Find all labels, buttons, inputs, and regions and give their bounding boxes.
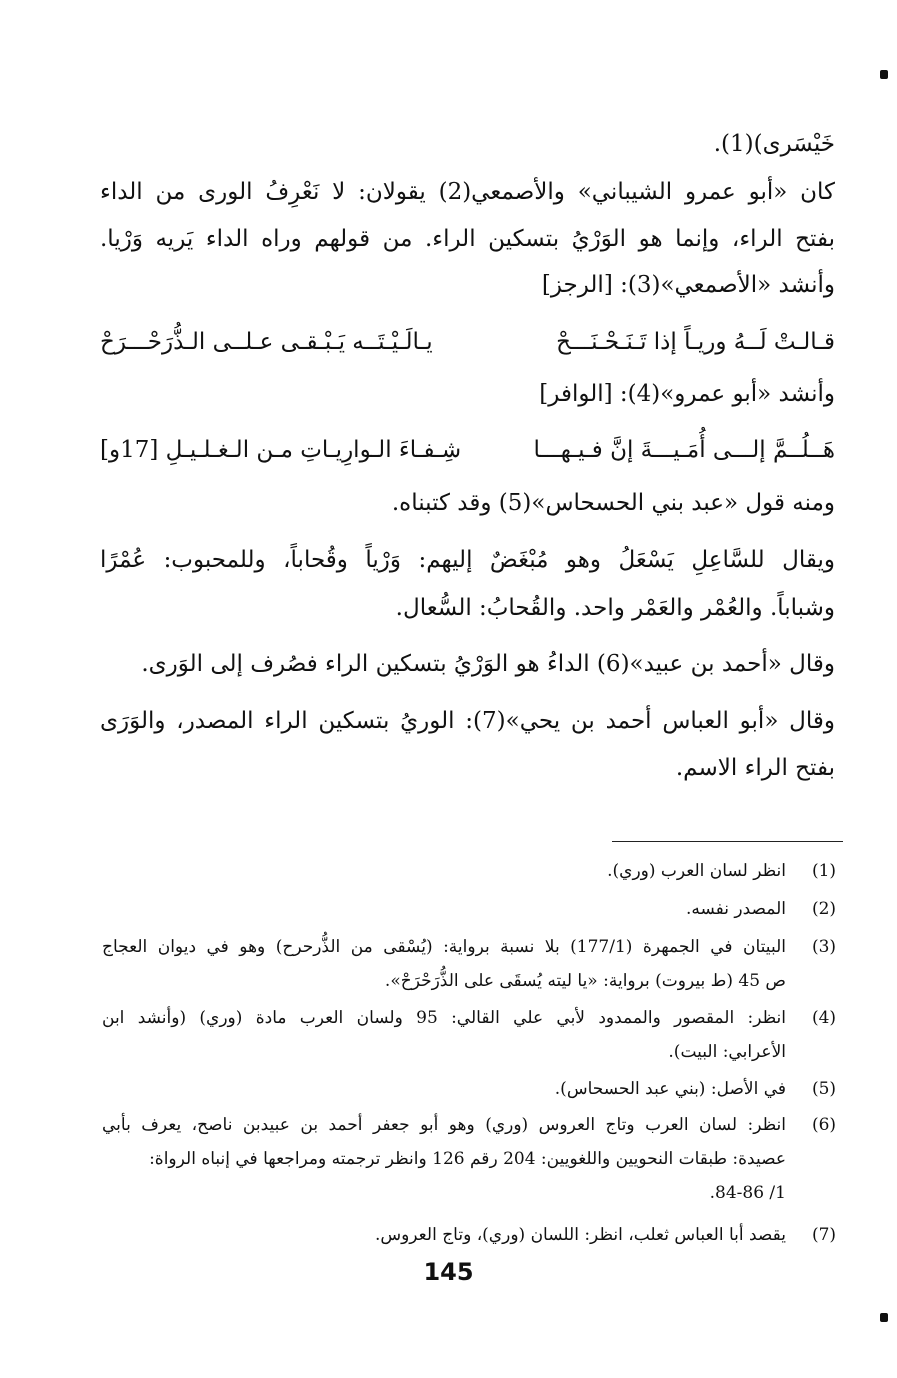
verse-first-hemistich: هَــلُــمَّ إلـــى أُمَـيـــةَ إنَّ فـيـهـــا bbox=[533, 437, 835, 463]
footnote-text: ص 45 (ط بيروت) برواية: «يا ليته يُسقَى على الذُّرَحْرَحْ». bbox=[384, 971, 786, 991]
paragraph-line: ويقال للسَّاعِلِ يَسْعَلُ وهو مُبْغَضٌ إليهم: وَرْياً وقُحاباً، وللمحبوب: عُمْرًا bbox=[100, 547, 835, 573]
footnote-number: (7) bbox=[811, 1225, 837, 1245]
footnote-text: في الأصل: (بني عبد الحسحاس). bbox=[554, 1079, 786, 1099]
footnote-text: عصيدة: طبقات النحويين واللغويين: 204 رقم 126 وانظر ترجمته ومراجعها في إنباه الرواة: bbox=[149, 1149, 786, 1169]
scan-edge-mark bbox=[880, 70, 888, 79]
paragraph-line: كان «أبو عمرو الشيباني» والأصمعي(2) يقولان: لا نَعْرِفُ الورى من الداء bbox=[100, 179, 835, 205]
verse-first-hemistich: قـالـتْ لَــهُ وريـاً إذا تَـنَـحْـنَـــحْ bbox=[556, 329, 835, 355]
paragraph-line: بفتح الراء الاسم. bbox=[675, 755, 835, 781]
footnote-text: يقصد أبا العباس ثعلب، انظر: اللسان (وري)، وتاج العروس. bbox=[374, 1225, 786, 1245]
footnote-text: المصدر نفسه. bbox=[685, 899, 786, 919]
footnote-separator bbox=[612, 841, 843, 842]
footnote-text: انظر لسان العرب (وري). bbox=[607, 861, 786, 881]
poem-verse bbox=[100, 432, 835, 468]
paragraph-line: وأنشد «الأصمعي»(3): [الرجز] bbox=[541, 272, 835, 298]
footnote-number: (4) bbox=[811, 1008, 837, 1028]
paragraph-line: ومنه قول «عبد بني الحسحاس»(5) وقد كتبناه. bbox=[391, 490, 835, 516]
footnote-number: (1) bbox=[811, 861, 837, 881]
paragraph-line: وشباباً. والعُمْر والعَمْر واحد. والقُحابُ: السُّعال. bbox=[395, 595, 835, 621]
verse-second-hemistich: شِـفـاءَ الـوارِيـاتِ مـن الـغـلـيـلِ [17و] bbox=[100, 437, 462, 463]
footnote-text: البيتان في الجمهرة (177/1) بلا نسبة برواية: (يُسْقى من الذُّرحرح) وهو في ديوان العجاج bbox=[102, 937, 786, 957]
poem-verse bbox=[100, 324, 835, 360]
footnote-number: (5) bbox=[811, 1079, 837, 1099]
page-number: 145 bbox=[423, 1258, 474, 1286]
paragraph-line: وأنشد «أبو عمرو»(4): [الوافر] bbox=[539, 381, 835, 407]
paragraph-line: بفتح الراء، وإنما هو الوَرْيُ بتسكين الراء. من قولهم وراه الداء يَريه وَرْيا. bbox=[100, 226, 835, 252]
scan-edge-mark bbox=[880, 1313, 888, 1322]
footnote-number: (3) bbox=[811, 937, 837, 957]
footnote-text: 1/ 84-86. bbox=[709, 1183, 786, 1203]
paragraph-line: وقال «أحمد بن عبيد»(6) الداءُ هو الوَرْيُ بتسكين الراء فصُرف إلى الوَرى. bbox=[141, 651, 835, 677]
footnote-text: الأعرابي: البيت). bbox=[668, 1042, 786, 1062]
footnote-number: (2) bbox=[811, 899, 837, 919]
footnote-text: انظر: لسان العرب وتاج العروس (وري) وهو أبو جعفر أحمد بن عبيدبن ناصح، يعرف بأبي bbox=[102, 1115, 786, 1135]
verse-second-hemistich: يـالَـيْـتَــه يَـبْـقـى عـلــى الـذُّرَحْـــرَحْ bbox=[100, 329, 433, 355]
continuation-line: خَيْسَرى)(1). bbox=[713, 131, 835, 157]
paragraph-line: وقال «أبو العباس أحمد بن يحي»(7): الوريُ بتسكين الراء المصدر، والوَرَى bbox=[100, 708, 835, 734]
footnote-text: انظر: المقصور والممدود لأبي علي القالي: 95 ولسان العرب مادة (وري) (وأنشد ابن bbox=[102, 1008, 786, 1028]
footnote-number: (6) bbox=[811, 1115, 837, 1135]
